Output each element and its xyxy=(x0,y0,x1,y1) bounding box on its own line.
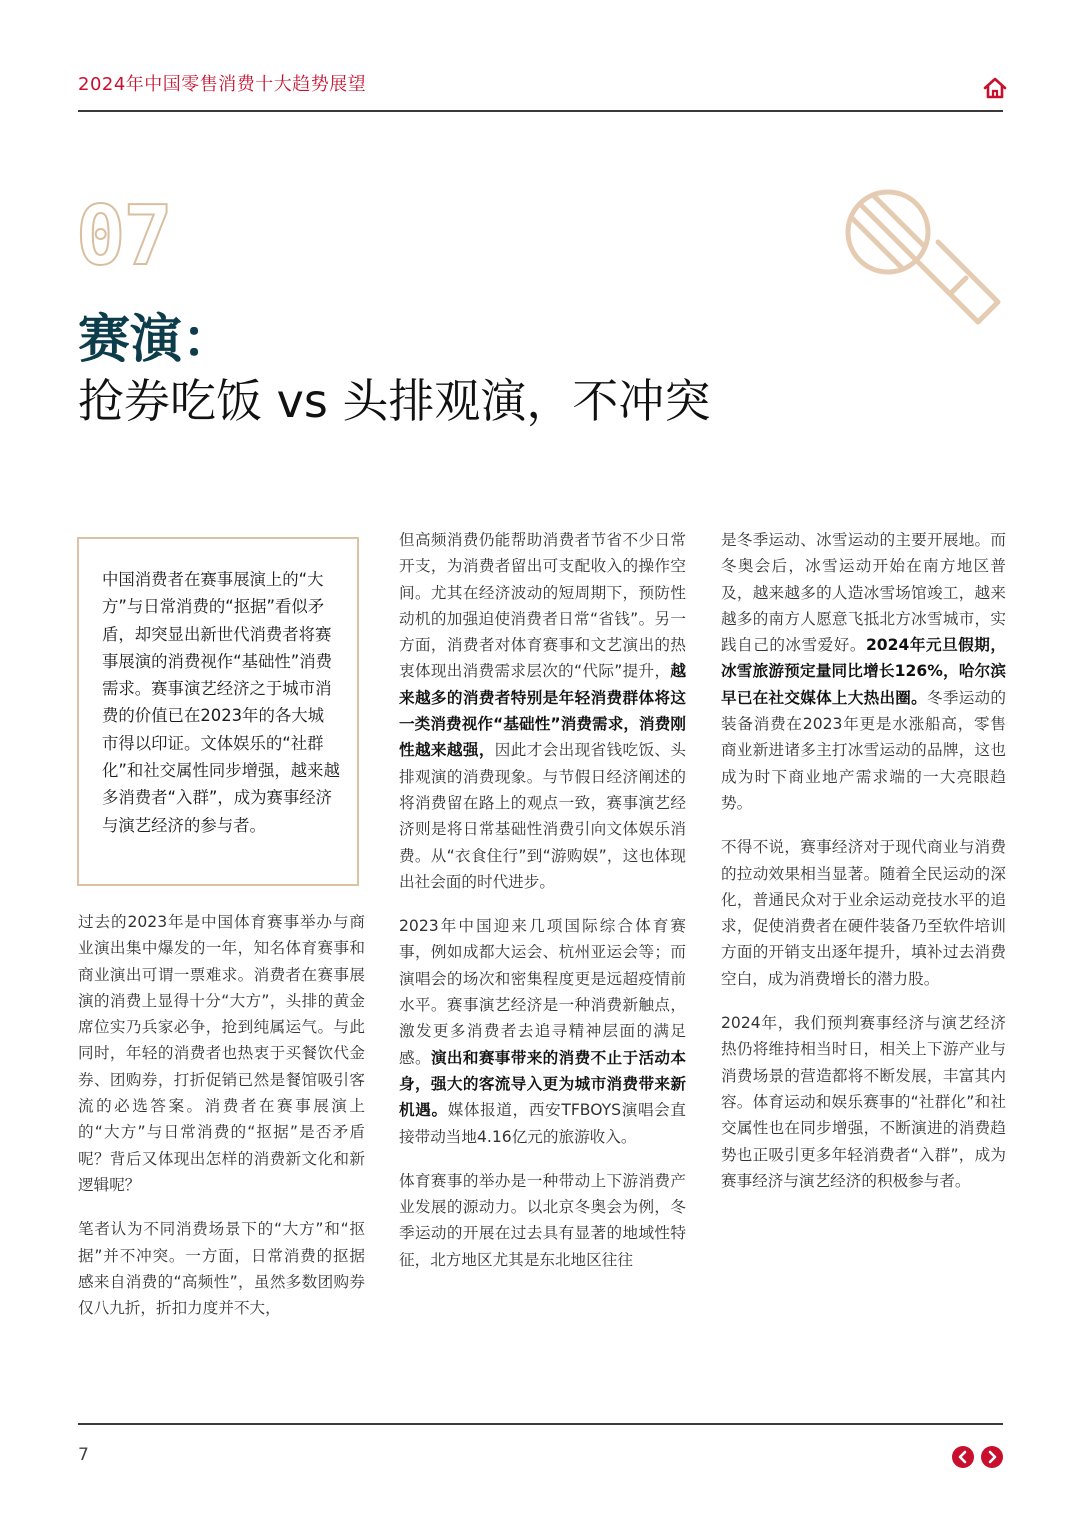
chapter-subtitle: 抢券吃饭 vs 头排观演，不冲突 xyxy=(78,374,711,428)
paragraph: 体育赛事的举办是一种带动上下游消费产业发展的源动力。以北京冬奥会为例，冬季运动的开展在过去具有显著的地域性特征，北方地区尤其是东北地区往往 xyxy=(399,1171,686,1269)
prev-page-button[interactable] xyxy=(952,1446,974,1468)
highlight-text: 2024年元旦假期，冰雪旅游预定量同比增长126%，哈尔滨早已在社交媒体上大热出圈。 xyxy=(721,636,1006,707)
body-text: 因此才会出现省钱吃饭、头排观演的消费现象。与节假日经济阐述的将消费留在路上的观点一致，赛事演艺经济则是将日常基础性消费引向文体娱乐消费。从“衣食住行”到“游购娱”，这也体现出社会面的时代进步。 xyxy=(399,741,686,891)
paragraph: 不得不说，赛事经济对于现代商业与消费的拉动效果相当显著。随着全民运动的深化，普通民众对于业余运动竞技水平的追求，促使消费者在硬件装备乃至软件培训方面的开销支出逐年提升，填补过去消费空白，成为消费增长的潜力股。 xyxy=(721,838,1006,988)
report-title: 2024年中国零售消费十大趋势展望 xyxy=(78,74,367,95)
body-text: 是冬季运动、冰雪运动的主要开展地。而冬奥会后，冰雪运动开始在南方地区普及，越来越多的人造冰雪场馆竣工，越来越多的南方人愿意飞抵北方冰雪城市，实践自己的冰雪爱好。 xyxy=(721,531,1006,655)
paragraph: 2024年，我们预判赛事经济与演艺经济热仍将维持相当时日，相关上下游产业与消费场景的营造都将不断发展，丰富其内容。体育运动和娱乐赛事的“社群化”和社交属性也在同步增强，不断演进的消费趋势也正吸引更多年轻消费者“入群”，成为赛事经济与演艺经济的积极参与者。 xyxy=(721,1014,1006,1190)
paragraph xyxy=(399,527,686,895)
highlight-text: 演出和赛事带来的消费不止于活动本身，强大的客流导入更为城市消费带来新机遇。 xyxy=(399,1048,686,1120)
body-text: 2023年中国迎来几项国际综合体育赛事，例如成都大运会、杭州亚运会等；而演唱会的场次和密集程度更是远超疫情前水平。赛事演艺经济是一种消费新触点，激发更多消费者去追寻精神层面的满足感。 xyxy=(399,917,686,1067)
page-number: 7 xyxy=(78,1445,89,1465)
body-column-2 xyxy=(399,527,686,1273)
header-divider xyxy=(78,110,1003,112)
highlight-text: 越来越多的消费者特别是年轻消费群体将这一类消费视作“基础性”消费需求，消费刚性越来越强， xyxy=(399,662,686,760)
microphone-icon xyxy=(838,182,1008,332)
body-column-1 xyxy=(78,909,365,1321)
body-text: 媒体报道，西安TFBOYS演唱会直接带动当地4.16亿元的旅游收入。 xyxy=(399,1101,686,1146)
body-column-3 xyxy=(721,527,1006,1194)
chevron-right-icon xyxy=(981,1446,1003,1468)
intro-text: 中国消费者在赛事展演上的“大方”与日常消费的“抠据”看似矛盾，却突显出新世代消费者将赛事展演的消费视作“基础性”消费需求。赛事演艺经济之于城市消费的价值已在2023年的各大城市得以印证。文体娱乐的“社群化”和社交属性同步增强，越来越多消费者“入群”，成为赛事经济与演艺经济的参与者。 xyxy=(102,570,340,835)
footer-divider xyxy=(78,1423,1003,1425)
home-icon[interactable] xyxy=(982,76,1008,100)
chapter-number: 07 xyxy=(76,189,171,284)
chevron-left-icon xyxy=(952,1446,974,1468)
body-text: 冬季运动的装备消费在2023年更是水涨船高，零售商业新进诸多主打冰雪运动的品牌，这也成为时下商业地产需求端的一大亮眼趋势。 xyxy=(721,688,1006,812)
paragraph xyxy=(399,913,686,1150)
paragraph xyxy=(721,527,1006,816)
next-page-button[interactable] xyxy=(981,1446,1003,1468)
body-text: 但高频消费仍能帮助消费者节省不少日常开支，为消费者留出可支配收入的操作空间。尤其在经济波动的短周期下，预防性动机的加强迫使消费者日常“省钱”。另一方面，消费者对体育赛事和文艺演出的热衷体现出消费需求层次的“代际”提升， xyxy=(399,531,686,681)
paragraph: 笔者认为不同消费场景下的“大方”和“抠据”并不冲突。一方面，日常消费的抠据感来自消费的“高频性”，虽然多数团购券仅八九折，折扣力度并不大， xyxy=(78,1220,365,1318)
chapter-title: 赛演： xyxy=(78,310,235,370)
paragraph: 过去的2023年是中国体育赛事举办与商业演出集中爆发的一年，知名体育赛事和商业演出可谓一票难求。消费者在赛事展演的消费上显得十分“大方”，头排的黄金席位实乃兵家必争，抢到纯属运气。与此同时，年轻的消费者也热衷于买餐饮代金券、团购券，打折促销已然是餐馆吸引客流的必选答案。消费者在赛事展演上的“大方”与日常消费的“抠据”是否矛盾呢？背后又体现出怎样的消费新文化和新逻辑呢？ xyxy=(78,913,365,1194)
